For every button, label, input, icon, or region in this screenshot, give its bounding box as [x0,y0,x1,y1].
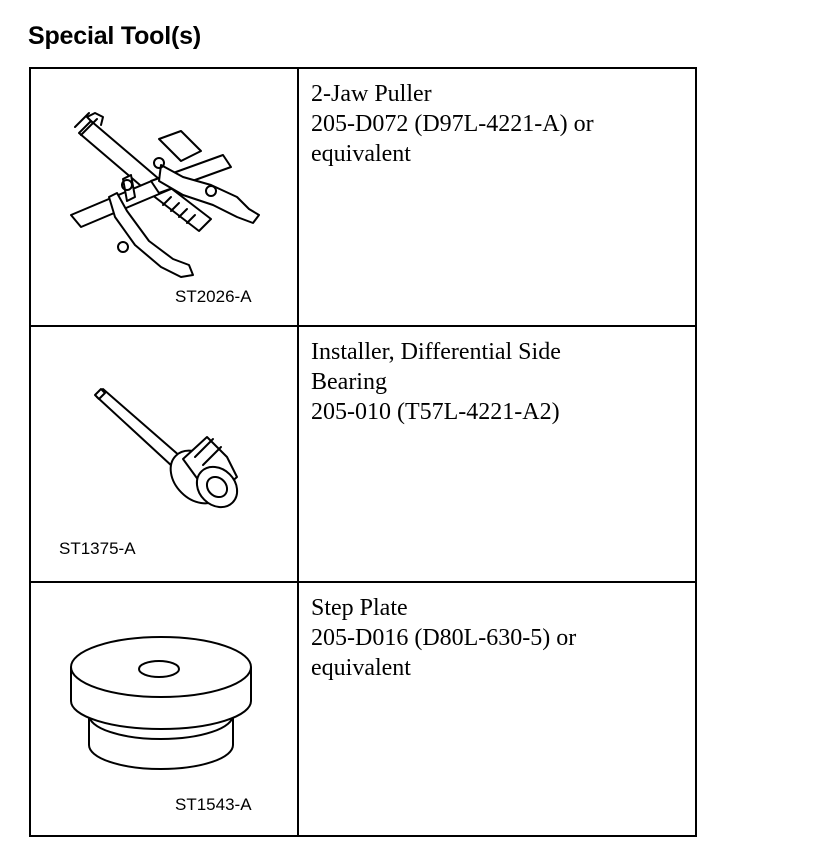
tool-image-cell [31,583,299,837]
tool-row-step-plate [31,583,695,837]
tool-row-installer [31,327,695,583]
special-tools-table [29,67,697,837]
image-code: ST1543-A [175,795,252,814]
tool-note: equivalent [311,655,411,681]
tool-description [299,583,695,837]
tool-row-puller [31,69,695,327]
tool-image-cell [31,69,299,325]
tool-number: 205-D072 (D97L-4221-A) or [311,111,594,137]
tool-name: 2-Jaw Puller [311,81,432,107]
two-jaw-puller-icon [31,69,297,325]
tool-name-continued: Bearing [311,369,387,395]
tool-description [299,327,695,581]
step-plate-icon [31,583,297,835]
tool-name: Installer, Differential Side [311,339,561,365]
section-title: Special Tool(s) [28,22,201,50]
tool-note: equivalent [311,141,411,167]
image-code: ST1375-A [59,539,136,558]
tool-number: 205-010 (T57L-4221-A2) [311,399,560,425]
tool-name: Step Plate [311,595,408,621]
tool-image-cell [31,327,299,581]
tool-description [299,69,695,325]
image-code: ST2026-A [175,287,252,306]
tool-number: 205-D016 (D80L-630-5) or [311,625,577,651]
